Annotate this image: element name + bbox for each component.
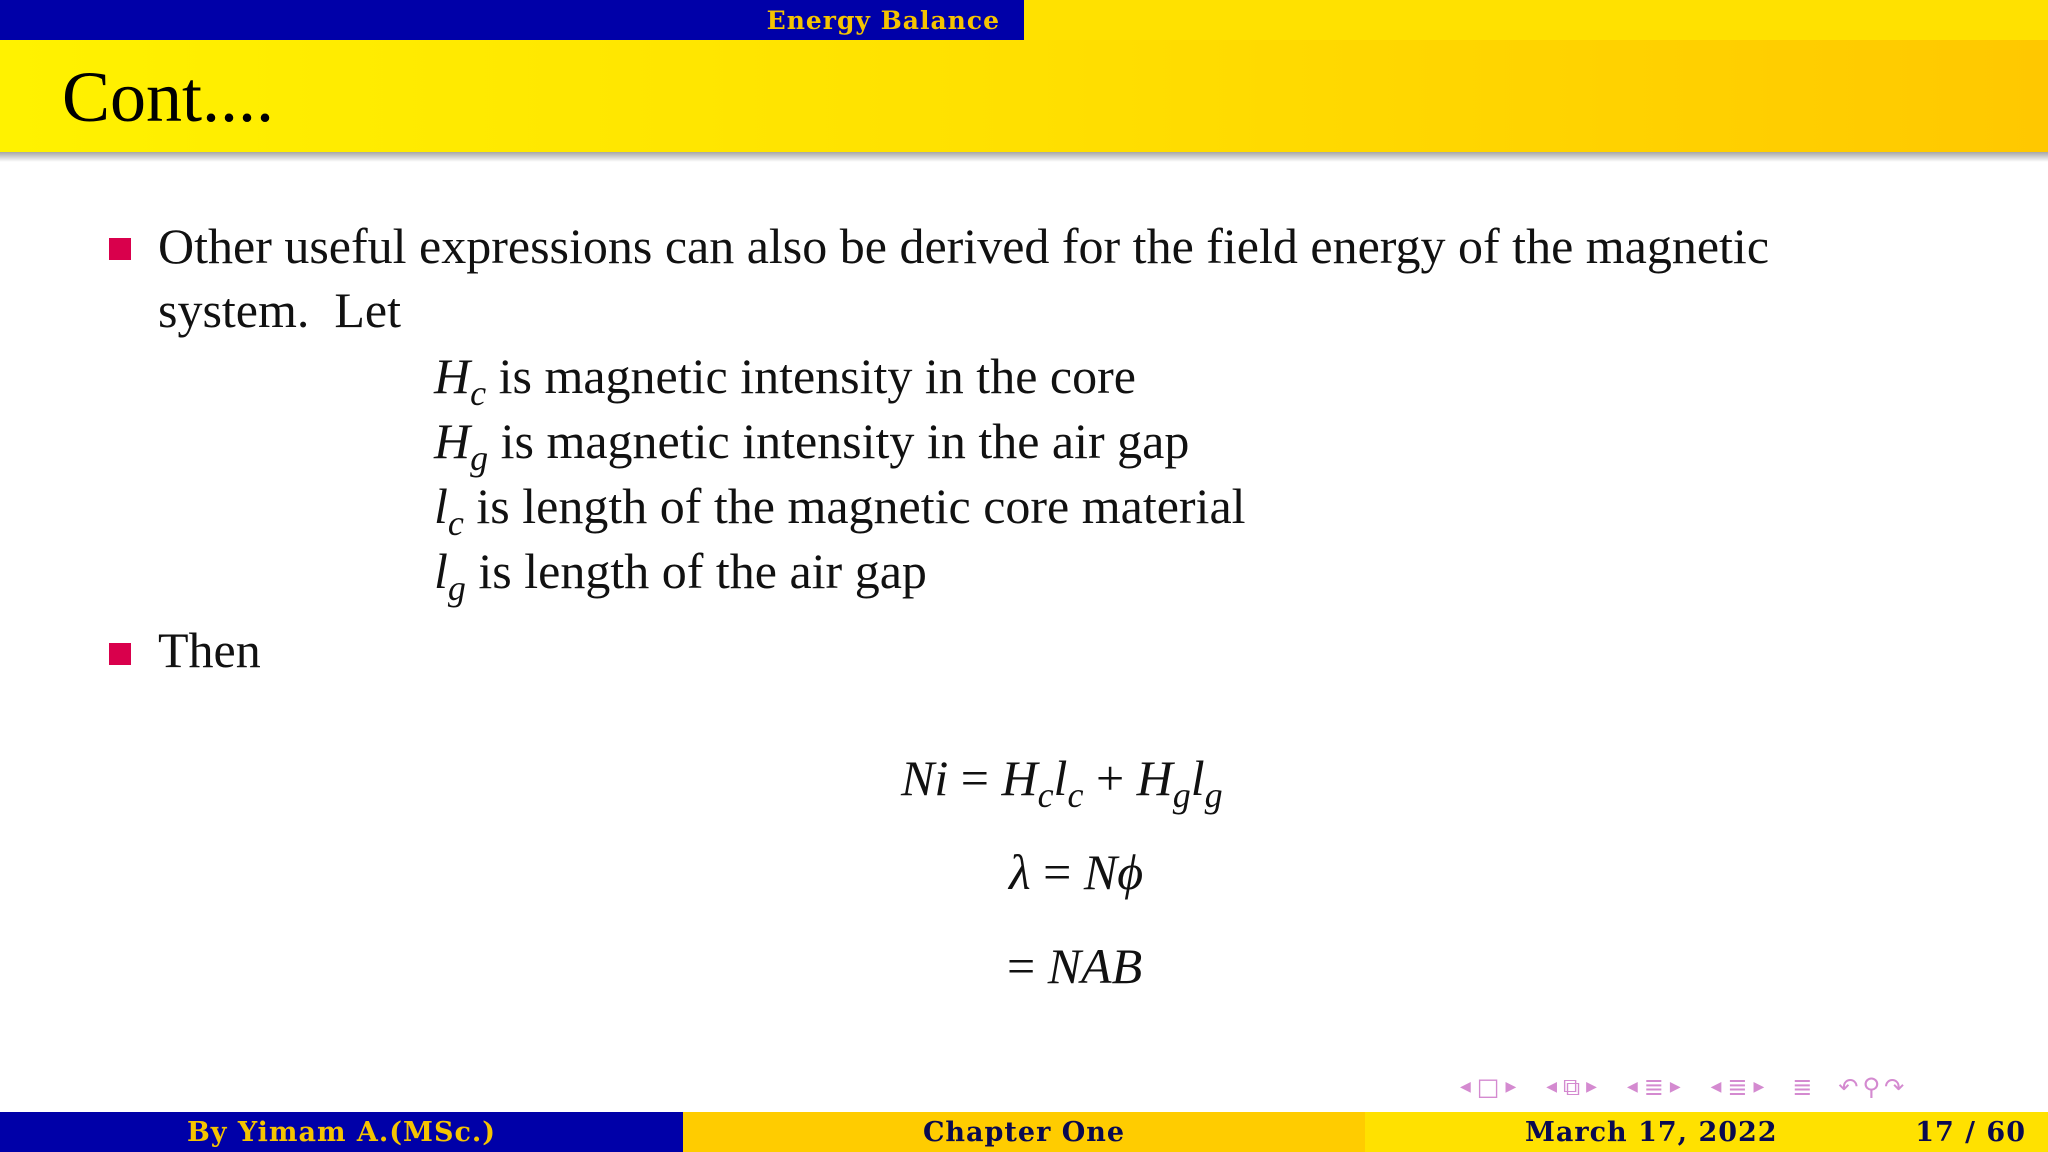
nav-next-icon[interactable]: ▶	[1753, 1079, 1765, 1095]
nav-next-icon[interactable]: ▶	[1586, 1079, 1597, 1095]
frame-title: Cont....	[62, 57, 275, 137]
footer-page-number: 17 / 60	[1915, 1116, 2026, 1148]
footer-chapter-text: Chapter One	[922, 1116, 1126, 1148]
footer-author-text: By Yimam A.(MSc.)	[186, 1116, 497, 1148]
footer-author	[0, 1112, 683, 1152]
frame-title-shadow	[0, 152, 2048, 162]
nav-frame-group	[1456, 1073, 1520, 1101]
nav-subsection-icon[interactable]: ⧉	[1563, 1073, 1581, 1101]
nav-forward-icon[interactable]: ↷	[1884, 1073, 1905, 1101]
definition-item: $H_c$ is magnetic intensity in the core	[434, 348, 1136, 413]
bullet-marker	[109, 643, 131, 665]
bullet1-line2: system. Let	[158, 282, 402, 338]
section-header-left	[0, 0, 1024, 40]
nav-prev-icon[interactable]: ◀	[1546, 1079, 1558, 1095]
definition-item: $H_g$ is magnetic intensity in the air gap	[434, 413, 1190, 478]
nav-next-icon[interactable]: ▶	[1505, 1079, 1517, 1095]
nav-outline-group	[1790, 1073, 1814, 1101]
nav-prev-icon[interactable]: ◀	[1626, 1079, 1638, 1095]
navigation-symbols	[1456, 1072, 1906, 1102]
nav-back-icon[interactable]: ↶	[1838, 1073, 1859, 1101]
footer-date: March 17, 2022	[1525, 1116, 1778, 1148]
nav-section-group	[1623, 1073, 1685, 1101]
footer-bar	[0, 1112, 2048, 1152]
bullet1-line1: Other useful expressions can also be derived for the field energy of the magnetic	[158, 218, 1770, 274]
equation-3: = NAB	[1007, 938, 1143, 994]
definition-item: $l_c$ is length of the magnetic core material	[434, 478, 1246, 543]
section-title[interactable]: Energy Balance	[766, 5, 1000, 35]
nav-search-group	[1836, 1073, 1906, 1101]
footer-date-page	[1365, 1112, 2048, 1152]
bullet2-text: Then	[158, 622, 261, 678]
nav-prev-icon[interactable]: ◀	[1460, 1079, 1471, 1095]
nav-section-icon[interactable]: ≣	[1643, 1073, 1664, 1101]
nav-frame-icon[interactable]: □	[1476, 1073, 1500, 1101]
nav-search-icon[interactable]: ⚲	[1862, 1073, 1881, 1101]
definition-item: $l_g$ is length of the air gap	[434, 543, 927, 608]
section-header-right	[1024, 0, 2048, 40]
nav-prev-icon[interactable]: ◀	[1710, 1079, 1722, 1095]
nav-outline-icon[interactable]: ≣	[1792, 1073, 1813, 1101]
equation-1: $Ni = H_cl_c + H_gl_g$	[901, 750, 1223, 815]
bullet-marker	[109, 238, 131, 260]
nav-next-icon[interactable]: ▶	[1669, 1079, 1681, 1095]
section-header-strip	[0, 0, 2048, 40]
equation-2: λ = Nϕ	[1009, 844, 1144, 900]
footer-chapter	[683, 1112, 1365, 1152]
nav-section-icon[interactable]: ≣	[1727, 1073, 1748, 1101]
nav-subsection-group	[1542, 1073, 1601, 1101]
frame-title-band	[0, 40, 2048, 152]
nav-section-group	[1707, 1073, 1769, 1101]
